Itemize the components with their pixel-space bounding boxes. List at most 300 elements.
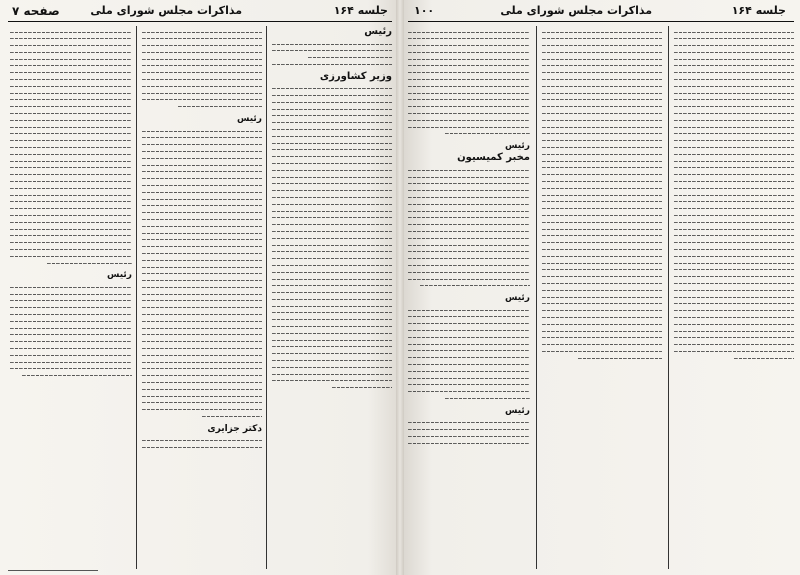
right-column-rule-2 [668, 26, 669, 569]
text-line [10, 86, 132, 87]
text-line [272, 163, 392, 164]
text-line [542, 297, 662, 298]
text-line [674, 147, 794, 148]
text-line [408, 330, 530, 331]
text-line [142, 239, 262, 240]
text-line [142, 341, 262, 342]
text-line [142, 65, 262, 66]
text-line [674, 263, 794, 264]
text-line [674, 351, 794, 352]
text-line [10, 368, 132, 369]
text-line [674, 127, 794, 128]
text-line [10, 59, 132, 60]
text-line [142, 93, 262, 94]
right-page-column-2 [542, 26, 662, 569]
text-line [10, 72, 132, 73]
book-gutter [396, 0, 404, 575]
text-line [542, 310, 662, 311]
text-line [272, 217, 392, 218]
text-line [272, 183, 392, 184]
text-line [10, 201, 132, 202]
text-line [674, 161, 794, 162]
text-line [408, 32, 530, 33]
text-line [408, 217, 530, 218]
text-line [542, 93, 662, 94]
text-line [142, 253, 262, 254]
text-line [542, 133, 662, 134]
text-line [10, 215, 132, 216]
text-line [142, 389, 262, 390]
text-line [408, 245, 530, 246]
text-line [408, 127, 530, 128]
text-line [542, 161, 662, 162]
text-line [542, 45, 662, 46]
text-line [272, 64, 392, 65]
left-column-rule-1 [136, 26, 137, 569]
text-line [408, 344, 530, 345]
text-line [542, 276, 662, 277]
text-line [142, 440, 262, 441]
left-page-number: صفحه ۷ [12, 4, 60, 18]
text-line [142, 321, 262, 322]
text-line [408, 45, 530, 46]
text-line [10, 314, 132, 315]
text-line [542, 59, 662, 60]
text-line [22, 375, 132, 376]
text-line [272, 333, 392, 334]
text-line [142, 294, 262, 295]
text-line [408, 211, 530, 212]
text-line [408, 79, 530, 80]
text-line [408, 170, 530, 171]
text-line [542, 290, 662, 291]
text-line [542, 140, 662, 141]
text-line [142, 185, 262, 186]
text-line [142, 260, 262, 261]
text-line [272, 143, 392, 144]
text-line [10, 242, 132, 243]
text-line [408, 384, 530, 385]
text-line [542, 208, 662, 209]
text-line [10, 32, 132, 33]
text-line [542, 167, 662, 168]
text-line [272, 319, 392, 320]
text-line [674, 65, 794, 66]
text-line [142, 72, 262, 73]
text-line [408, 72, 530, 73]
text-line [542, 127, 662, 128]
text-line [272, 360, 392, 361]
right-journal-title: مذاکرات مجلس شورای ملی [500, 4, 652, 17]
text-line [142, 199, 262, 200]
text-line [408, 177, 530, 178]
text-line [142, 280, 262, 281]
text-line [408, 59, 530, 60]
text-line [142, 246, 262, 247]
text-line [542, 331, 662, 332]
text-line [542, 174, 662, 175]
text-line [272, 326, 392, 327]
text-line [142, 328, 262, 329]
text-line [10, 99, 132, 100]
text-line [408, 93, 530, 94]
text-line [408, 106, 530, 107]
text-line [408, 265, 530, 266]
text-line [408, 443, 530, 444]
text-line [674, 317, 794, 318]
text-line [674, 52, 794, 53]
text-line [408, 323, 530, 324]
text-line [542, 256, 662, 257]
speaker-label: رئیس [505, 405, 530, 416]
text-line [10, 93, 132, 94]
text-line [272, 258, 392, 259]
text-line [142, 158, 262, 159]
text-line [47, 263, 132, 264]
left-head-rule [8, 21, 392, 22]
text-line [542, 32, 662, 33]
text-line [674, 290, 794, 291]
text-line [272, 149, 392, 150]
text-line [408, 422, 530, 423]
text-line [142, 307, 262, 308]
text-line [542, 344, 662, 345]
text-line [674, 249, 794, 250]
text-line [308, 57, 392, 58]
text-line [578, 358, 662, 359]
text-line [10, 334, 132, 335]
left-page-column-1 [272, 26, 392, 569]
text-line [408, 357, 530, 358]
text-line [142, 409, 262, 410]
text-line [272, 44, 392, 45]
text-line [142, 287, 262, 288]
right-page-column-1 [674, 26, 794, 569]
text-line [142, 402, 262, 403]
text-line [10, 188, 132, 189]
text-line [10, 287, 132, 288]
text-line [674, 38, 794, 39]
text-line [445, 133, 530, 134]
left-footer-rule [8, 570, 98, 571]
text-line [272, 170, 392, 171]
text-line [272, 380, 392, 381]
text-line [542, 324, 662, 325]
text-line [674, 79, 794, 80]
text-line [10, 229, 132, 230]
text-line [272, 204, 392, 205]
text-line [10, 181, 132, 182]
text-line [408, 310, 530, 311]
text-line [542, 215, 662, 216]
text-line [674, 167, 794, 168]
text-line [10, 222, 132, 223]
text-line [674, 201, 794, 202]
text-line [674, 310, 794, 311]
text-line [408, 251, 530, 252]
text-line [10, 341, 132, 342]
text-line [10, 208, 132, 209]
text-line [142, 32, 262, 33]
text-line [420, 285, 530, 286]
text-line [142, 171, 262, 172]
right-running-head [408, 2, 794, 22]
text-line [142, 137, 262, 138]
text-line [10, 133, 132, 134]
text-line [542, 79, 662, 80]
text-line [272, 367, 392, 368]
text-line [408, 65, 530, 66]
text-line [674, 120, 794, 121]
text-line [142, 79, 262, 80]
text-line [272, 245, 392, 246]
text-line [142, 314, 262, 315]
left-session: جلسه ۱۶۴ [333, 4, 388, 17]
text-line [542, 351, 662, 352]
text-line [674, 229, 794, 230]
text-line [674, 32, 794, 33]
text-line [674, 324, 794, 325]
text-line [272, 129, 392, 130]
text-line [272, 136, 392, 137]
text-line [142, 233, 262, 234]
text-line [272, 299, 392, 300]
text-line [542, 337, 662, 338]
text-line [10, 195, 132, 196]
left-column-rule-2 [266, 26, 267, 569]
text-line [10, 307, 132, 308]
text-line [272, 272, 392, 273]
text-line [408, 224, 530, 225]
text-line [674, 276, 794, 277]
text-line [674, 86, 794, 87]
text-line [142, 165, 262, 166]
left-page-column-2 [142, 26, 262, 569]
text-line [674, 337, 794, 338]
text-line [408, 371, 530, 372]
text-line [542, 269, 662, 270]
text-line [142, 151, 262, 152]
text-line [674, 195, 794, 196]
text-line [272, 177, 392, 178]
text-line [272, 238, 392, 239]
left-page-column-3 [10, 26, 132, 569]
text-line [272, 102, 392, 103]
text-line [142, 144, 262, 145]
text-line [272, 312, 392, 313]
text-line [10, 235, 132, 236]
right-page-number: ۱۰۰ [414, 4, 435, 17]
text-line [10, 120, 132, 121]
speaker-label: دکتر جزایری [207, 423, 262, 434]
text-line [408, 197, 530, 198]
text-line [674, 235, 794, 236]
text-line [542, 229, 662, 230]
text-line [10, 52, 132, 53]
text-line [674, 256, 794, 257]
text-line [674, 181, 794, 182]
text-line [10, 249, 132, 250]
text-line [674, 188, 794, 189]
text-line [408, 190, 530, 191]
text-line [272, 109, 392, 110]
text-line [674, 113, 794, 114]
text-line [542, 303, 662, 304]
text-line [142, 52, 262, 53]
text-line [542, 106, 662, 107]
text-line [674, 269, 794, 270]
text-line [272, 190, 392, 191]
text-line [542, 38, 662, 39]
text-line [10, 161, 132, 162]
text-line [674, 297, 794, 298]
text-line [10, 113, 132, 114]
text-line [142, 355, 262, 356]
text-line [408, 38, 530, 39]
text-line [10, 348, 132, 349]
text-line [272, 156, 392, 157]
text-line [674, 208, 794, 209]
text-line [542, 181, 662, 182]
text-line [408, 99, 530, 100]
text-line [542, 249, 662, 250]
text-line [10, 106, 132, 107]
text-line [272, 306, 392, 307]
text-line [10, 174, 132, 175]
text-line [142, 59, 262, 60]
text-line [272, 197, 392, 198]
text-line [542, 263, 662, 264]
text-line [408, 113, 530, 114]
text-line [542, 86, 662, 87]
text-line [10, 38, 132, 39]
text-line [10, 355, 132, 356]
text-line [408, 316, 530, 317]
right-column-rule-1 [536, 26, 537, 569]
text-line [142, 300, 262, 301]
text-line [408, 391, 530, 392]
text-line [272, 211, 392, 212]
text-line [408, 279, 530, 280]
text-line [542, 147, 662, 148]
text-line [272, 285, 392, 286]
speaker-label: رئیس [107, 270, 132, 281]
speaker-label: رئیس [505, 293, 530, 304]
text-line [734, 358, 794, 359]
text-line [272, 115, 392, 116]
right-head-rule [408, 21, 794, 22]
text-line [674, 174, 794, 175]
text-line [272, 50, 392, 51]
text-line [10, 300, 132, 301]
text-line [142, 382, 262, 383]
text-line [542, 154, 662, 155]
text-line [408, 238, 530, 239]
text-line [542, 188, 662, 189]
text-line [142, 375, 262, 376]
text-line [10, 65, 132, 66]
text-line [142, 334, 262, 335]
text-line [674, 344, 794, 345]
text-line [408, 378, 530, 379]
text-line [674, 215, 794, 216]
text-line [272, 346, 392, 347]
text-line [272, 231, 392, 232]
left-journal-title: مذاکرات مجلس شورای ملی [90, 4, 242, 17]
speaker-label: رئیس [237, 114, 262, 125]
text-line [408, 272, 530, 273]
text-line [10, 256, 132, 257]
text-line [142, 45, 262, 46]
text-line [272, 224, 392, 225]
text-line [674, 222, 794, 223]
text-line [542, 120, 662, 121]
text-line [674, 154, 794, 155]
text-line [142, 178, 262, 179]
text-line [542, 113, 662, 114]
text-line [542, 283, 662, 284]
text-line [674, 283, 794, 284]
text-line [542, 201, 662, 202]
text-line [674, 242, 794, 243]
text-line [674, 93, 794, 94]
text-line [408, 231, 530, 232]
text-line [142, 219, 262, 220]
text-line [142, 267, 262, 268]
text-line [542, 195, 662, 196]
text-line [674, 133, 794, 134]
text-line [142, 99, 262, 100]
text-line [674, 59, 794, 60]
text-line [674, 106, 794, 107]
text-line [142, 447, 262, 448]
speaker-label: وزیر کشاورزی [319, 70, 392, 82]
text-line [272, 279, 392, 280]
speaker-label: رئیس [505, 141, 530, 152]
text-line [142, 86, 262, 87]
text-line [674, 331, 794, 332]
text-line [674, 303, 794, 304]
text-line [408, 258, 530, 259]
text-line [674, 72, 794, 73]
text-line [542, 222, 662, 223]
text-line [272, 265, 392, 266]
text-line [10, 127, 132, 128]
text-line [408, 429, 530, 430]
text-line [10, 79, 132, 80]
text-line [272, 374, 392, 375]
text-line [142, 368, 262, 369]
text-line [408, 86, 530, 87]
text-line [272, 95, 392, 96]
speaker-label: مخبر کمیسیون [457, 152, 530, 164]
text-line [142, 212, 262, 213]
text-line [542, 235, 662, 236]
text-line [142, 348, 262, 349]
text-line [542, 242, 662, 243]
text-line [542, 65, 662, 66]
text-line [674, 45, 794, 46]
text-line [408, 183, 530, 184]
text-line [10, 294, 132, 295]
text-line [10, 167, 132, 168]
text-line [142, 38, 262, 39]
text-line [10, 45, 132, 46]
text-line [408, 120, 530, 121]
text-line [142, 396, 262, 397]
right-page-column-3 [408, 26, 530, 569]
text-line [202, 416, 262, 417]
